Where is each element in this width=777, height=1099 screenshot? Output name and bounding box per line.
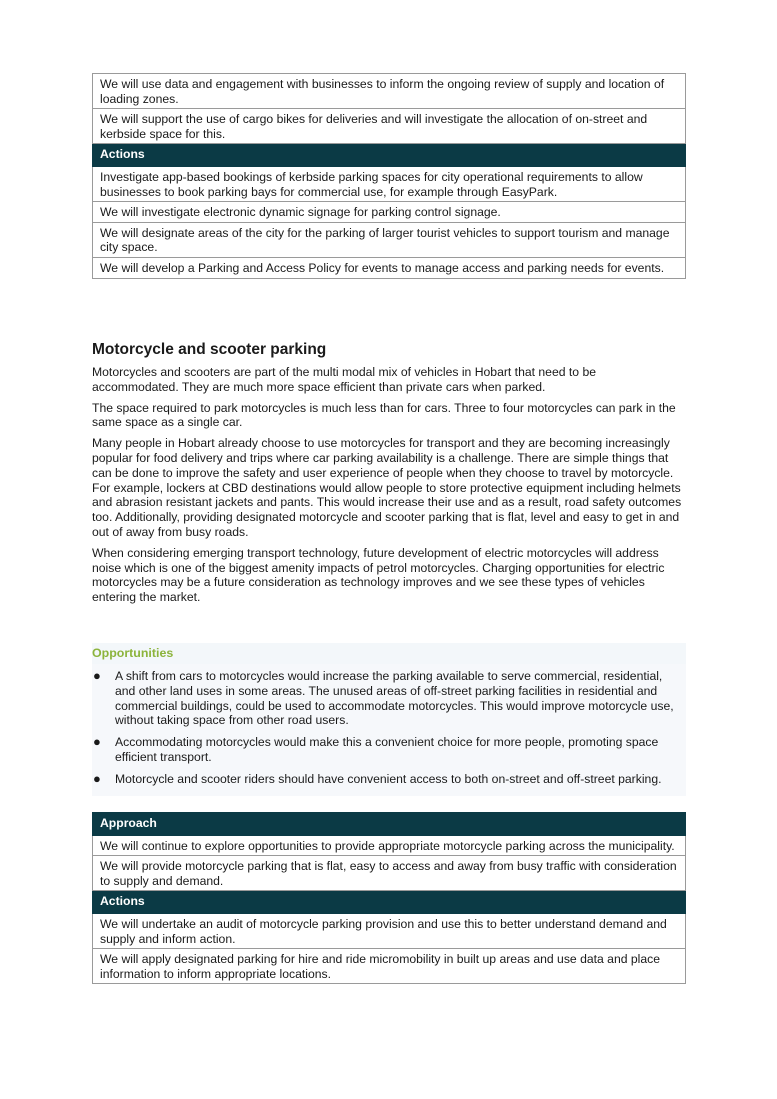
approach-table xyxy=(92,812,686,984)
actions-header: Actions xyxy=(93,891,686,914)
actions-header-row xyxy=(93,891,686,914)
table-cell: We will develop a Parking and Access Policy for events to manage access and parking needs for events. xyxy=(93,257,686,278)
paragraph: Motorcycles and scooters are part of the multi modal mix of vehicles in Hobart that need to be accommodated. They are much more space efficient than private cars when parked. xyxy=(92,365,596,394)
table-row xyxy=(93,257,686,278)
paragraph: When considering emerging transport technology, future development of electric motorcycles will address noise which is one of the biggest amenity impacts of petrol motorcycles. Charging opportunities for electric motorcycles may be a future consideration as technology improves and we see these types of vehicles entering the market. xyxy=(92,545,665,605)
bullet-icon: ● xyxy=(93,734,101,750)
opportunities-heading: Opportunities xyxy=(92,646,174,660)
table-cell: We will undertake an audit of motorcycle parking provision and use this to better understand demand and supply and inform action. xyxy=(93,913,686,948)
table-row xyxy=(93,949,686,984)
list-item-text: Motorcycle and scooter riders should have convenient access to both on-street and off-street parking. xyxy=(115,771,662,786)
table-cell: We will provide motorcycle parking that is flat, easy to access and away from busy traffic with consideration to supply and demand. xyxy=(93,856,686,891)
table-row xyxy=(93,222,686,257)
table-cell: We will apply designated parking for hire and ride micromobility in built up areas and use data and place information to inform appropriate locations. xyxy=(93,949,686,984)
section-body xyxy=(92,365,686,611)
table-row xyxy=(93,835,686,856)
list-item-text: A shift from cars to motorcycles would increase the parking available to serve commercial, residential, and other land uses in some areas. The unused areas of off-street parking facilities in residential and commercial buildings, could be used to accommodate motorcycles. This would improve motorcycle use, without taking space from other road users. xyxy=(115,669,674,728)
table-cell: We will investigate electronic dynamic signage for parking control signage. xyxy=(93,202,686,223)
section-heading: Motorcycle and scooter parking xyxy=(92,341,327,358)
loading-zones-table xyxy=(92,73,686,279)
table-cell: We will designate areas of the city for the parking of larger tourist vehicles to support tourism and manage city space. xyxy=(93,222,686,257)
table-row xyxy=(93,166,686,201)
list-item-text: Accommodating motorcycles would make this a convenient choice for more people, promoting space efficient transport. xyxy=(115,735,659,764)
table-cell: We will use data and engagement with businesses to inform the ongoing review of supply and location of loading zones. xyxy=(93,74,686,109)
approach-header: Approach xyxy=(93,813,686,836)
bullet-icon: ● xyxy=(93,668,101,683)
table-row xyxy=(93,856,686,891)
list-item xyxy=(92,669,686,728)
table-row xyxy=(93,109,686,144)
paragraph: The space required to park motorcycles is much less than for cars. Three to four motorcycles can park in the same space as a single car. xyxy=(92,400,676,430)
table-cell: We will continue to explore opportunities to provide appropriate motorcycle parking across the municipality. xyxy=(93,835,686,856)
table-row xyxy=(93,202,686,223)
actions-header: Actions xyxy=(93,144,686,167)
approach-section xyxy=(92,812,686,984)
list-item xyxy=(92,772,686,787)
opportunities-box xyxy=(92,643,686,796)
actions-header-row xyxy=(93,144,686,167)
table-row xyxy=(93,74,686,109)
paragraph: Many people in Hobart already choose to use motorcycles for transport and they are becoming increasingly popular for food delivery and trips where car parking availability is a challenge. There are simple things that can be done to improve the safety and user experience of people when they choose to travel by motorcycle. For example, lockers at CBD destinations would allow people to store protective equipment including helmets and abrasion resistant jackets and pants. This would increase their use and as a result, road safety outcomes too. Additionally, providing designated motorcycle and scooter parking that is flat, level and easy to get in and out of away from busy roads. xyxy=(92,436,682,539)
approach-header-row xyxy=(93,813,686,836)
document-page xyxy=(92,73,686,981)
list-item xyxy=(92,735,686,765)
table-cell: We will support the use of cargo bikes for deliveries and will investigate the allocation of on-street and kerbside space for this. xyxy=(93,109,686,144)
opportunities-list xyxy=(92,664,686,796)
table-row xyxy=(93,913,686,948)
bullet-icon: ● xyxy=(93,770,101,786)
table-cell: Investigate app-based bookings of kerbside parking spaces for city operational requirements to allow businesses to book parking bays for commercial use, for example through EasyPark. xyxy=(93,166,686,201)
